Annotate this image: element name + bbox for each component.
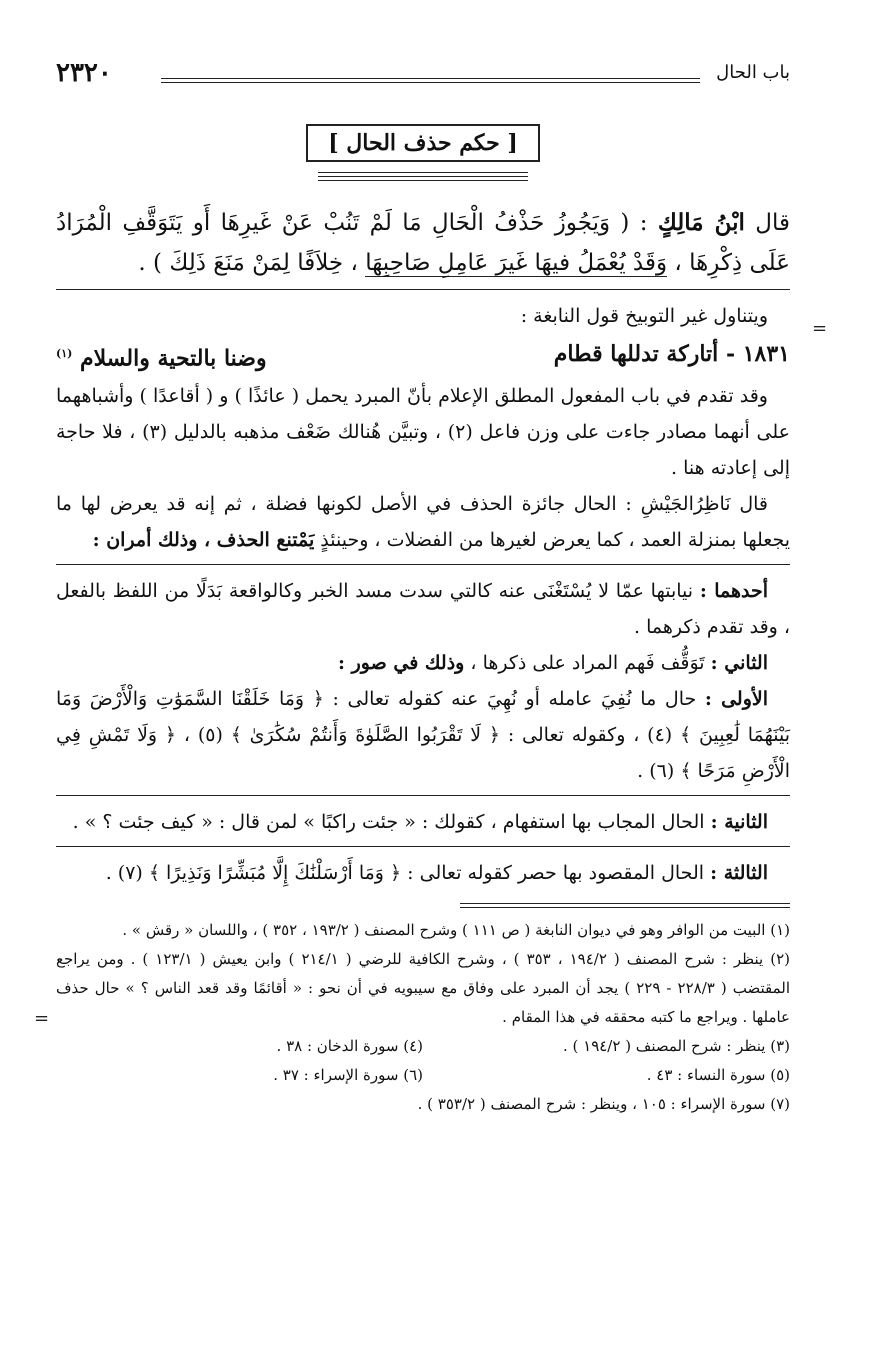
- verse-second: [56, 334, 267, 378]
- section-title-box: [56, 124, 790, 162]
- matn-intro: قال: [755, 210, 791, 236]
- paragraph-2: [56, 378, 790, 486]
- paragraph-8-text: الحال المقصود بها حصر كقوله تعالى : ﴿ وَمَا أَرْسَلْنَٰكَ إِلَّا مُبَشِّرًا وَنَذِيرًا ﴾ (٧) .: [105, 862, 705, 885]
- footnote-row-5-6: [56, 1061, 790, 1090]
- paragraph-7-label: الثانية :: [710, 811, 768, 834]
- paragraph-5: [56, 645, 790, 681]
- paragraph-1: [56, 298, 790, 334]
- margin-marker-bottom: =: [34, 1008, 50, 1029]
- footnote-3: (٣) ينظر : شرح المصنف ( ١٩٤/٢ ) .: [562, 1037, 790, 1056]
- paragraph-8: [56, 855, 790, 891]
- header-rule: [161, 78, 700, 83]
- paragraph-3-text: : الحال جائزة الحذف في الأصل لكونها فضلة ، ثم إنه قد يعرض لها ما يجعلها بمنزلة العمد ، كما يعرض لغيرها من الفضلات ، وحينئذٍ: [56, 493, 790, 552]
- poetry-verse: [56, 334, 790, 378]
- paragraph-4-text: نيابتها عمّا لا يُسْتَغْنَى عنه كالتي سدت مسد الخبر وكالواقعة بَدَلًا من اللفظ بالفعل ، وقد تقدم ذكرهما .: [56, 580, 790, 639]
- separator-rule-4: [56, 846, 790, 847]
- separator-rule-2: [56, 564, 790, 565]
- page: [56, 58, 790, 1119]
- paragraph-5-label: الثاني :: [710, 652, 768, 675]
- footnote-rule: [460, 903, 790, 908]
- matn-part-1: : ( وَيَجُوزُ حَذْفُ الْحَالِ مَا لَمْ تَنُبْ عَنْ غَيرِهَا أَو يَتَوَقَّفِ الْمُرَادُ عَلَى ذِكْرِهَا ،: [56, 210, 790, 276]
- footnote-2: (٢) ينظر : شرح المصنف ( ١٩٤/٢ ، ٣٥٣ ) ، وشرح الكافية للرضي ( ٢١٤/١ ) وابن يعيش ( ١٢٣/١ ) . ومن يراجع المقتضب ( ٢٢٨/٣ - ٢٢٩ ) يجد أن المبرد على وفاق مع سيبويه في أن نحو : « أقائمًا وقد قعد الناس ؟ » حال حذف عاملها . ويراجع ما كتبه محققه في هذا المقام .: [56, 950, 790, 1027]
- verse-second-hemistich: وضنا بالتحية والسلام: [80, 345, 267, 372]
- section-title: [ حكم حذف الحال ]: [306, 124, 540, 162]
- footnote-1: (١) البيت من الوافر وهو في ديوان النابغة ( ص ١١١ ) وشرح المصنف ( ١٩٣/٢ ، ٣٥٢ ) ، واللسان « رقش » .: [122, 921, 790, 940]
- paragraph-3-bold: يَمْتنع الحذف ، وذلك أمران :: [92, 529, 315, 552]
- paragraph-5-text: تَوَقُّف فَهم المراد على ذكرها ،: [470, 652, 705, 675]
- verse-first: [554, 334, 790, 378]
- matn-author: ابْنُ مَالِكٍ: [657, 209, 745, 236]
- footnote-5: (٥) سورة النساء : ٤٣ .: [646, 1066, 790, 1085]
- page-header: [56, 58, 790, 98]
- page-number: ٢٣٢٠: [56, 58, 112, 88]
- paragraph-3-intro: قال: [739, 493, 768, 516]
- matn-underlined: وَقَدْ يُعْمَلُ فيهَا غَيرَ عَامِلِ صَاحِبِهَا: [365, 250, 668, 276]
- footnote-4: (٤) سورة الدخان : ٣٨ .: [276, 1037, 423, 1056]
- paragraph-7: [56, 804, 790, 840]
- footnote-6: (٦) سورة الإسراء : ٣٧ .: [273, 1066, 423, 1085]
- matn-text: [56, 203, 790, 283]
- matn-part-2: ، خِلاَفًا لِمَنْ مَنَعَ ذَلِكَ ) .: [138, 250, 358, 276]
- margin-marker-top: =: [812, 318, 828, 339]
- verse-note-ref: (١): [56, 347, 73, 360]
- paragraph-2-text: وقد تقدم في باب المفعول المطلق الإعلام بأنّ المبرد يحمل ( عائذًا ) و ( أقاعدًا ) وأشباههما على أنهما مصادر جاءت على وزن فاعل (٢) ، وتبيَّن هُنالك ضَعْف مذهبه بالدليل (٣) ، فلا حاجة إلى إعادته هنا .: [56, 385, 790, 480]
- verse-first-hemistich: أتاركة تدللها قطام: [553, 341, 719, 367]
- separator-rule-3: [56, 795, 790, 796]
- footnote-7: (٧) سورة الإسراء : ١٠٥ ، وينظر : شرح المصنف ( ٣٥٣/٢ ) .: [417, 1095, 790, 1114]
- title-ornament-rule: [318, 172, 528, 181]
- footnote-row-3-4: [56, 1032, 790, 1061]
- paragraph-6-label: الأولى :: [704, 688, 769, 711]
- paragraph-4-label: أحدهما :: [699, 580, 768, 603]
- paragraph-3-author: نَاظِرُالجَيْشِ: [640, 493, 731, 516]
- chapter-title: باب الحال: [716, 62, 790, 83]
- paragraph-7-text: الحال المجاب بها استفهام ، كقولك : « جئت راكبًا » لمن قال : « كيف جئت ؟ » .: [72, 811, 705, 834]
- paragraph-6-text: حال ما نُفِيَ عامله أو نُهِيَ عنه كقوله تعالى : ﴿ وَمَا خَلَقْنَا السَّمَوَٰتِ وَالْأَرْضَ وَمَا بَيْنَهُمَا لَٰعِبِينَ ﴾ (٤) ، وكقوله تعالى : ﴿ لَا تَقْرَبُوا الصَّلَوٰةَ وَأَنتُمْ سُكَٰرَىٰ ﴾ (٥) ، ﴿ وَلَا تَمْشِ فِي الْأَرْضِ مَرَحًا ﴾ (٦) .: [56, 688, 790, 783]
- verse-number: ١٨٣١ -: [725, 341, 790, 367]
- paragraph-8-label: الثالثة :: [710, 862, 768, 885]
- paragraph-4: [56, 573, 790, 645]
- paragraph-3: [56, 486, 790, 558]
- paragraph-1-text: ويتناول غير التوبيخ قول النابغة :: [520, 305, 768, 327]
- paragraph-6: [56, 681, 790, 789]
- separator-rule: [56, 289, 790, 290]
- paragraph-5-bold: وذلك في صور :: [338, 652, 465, 675]
